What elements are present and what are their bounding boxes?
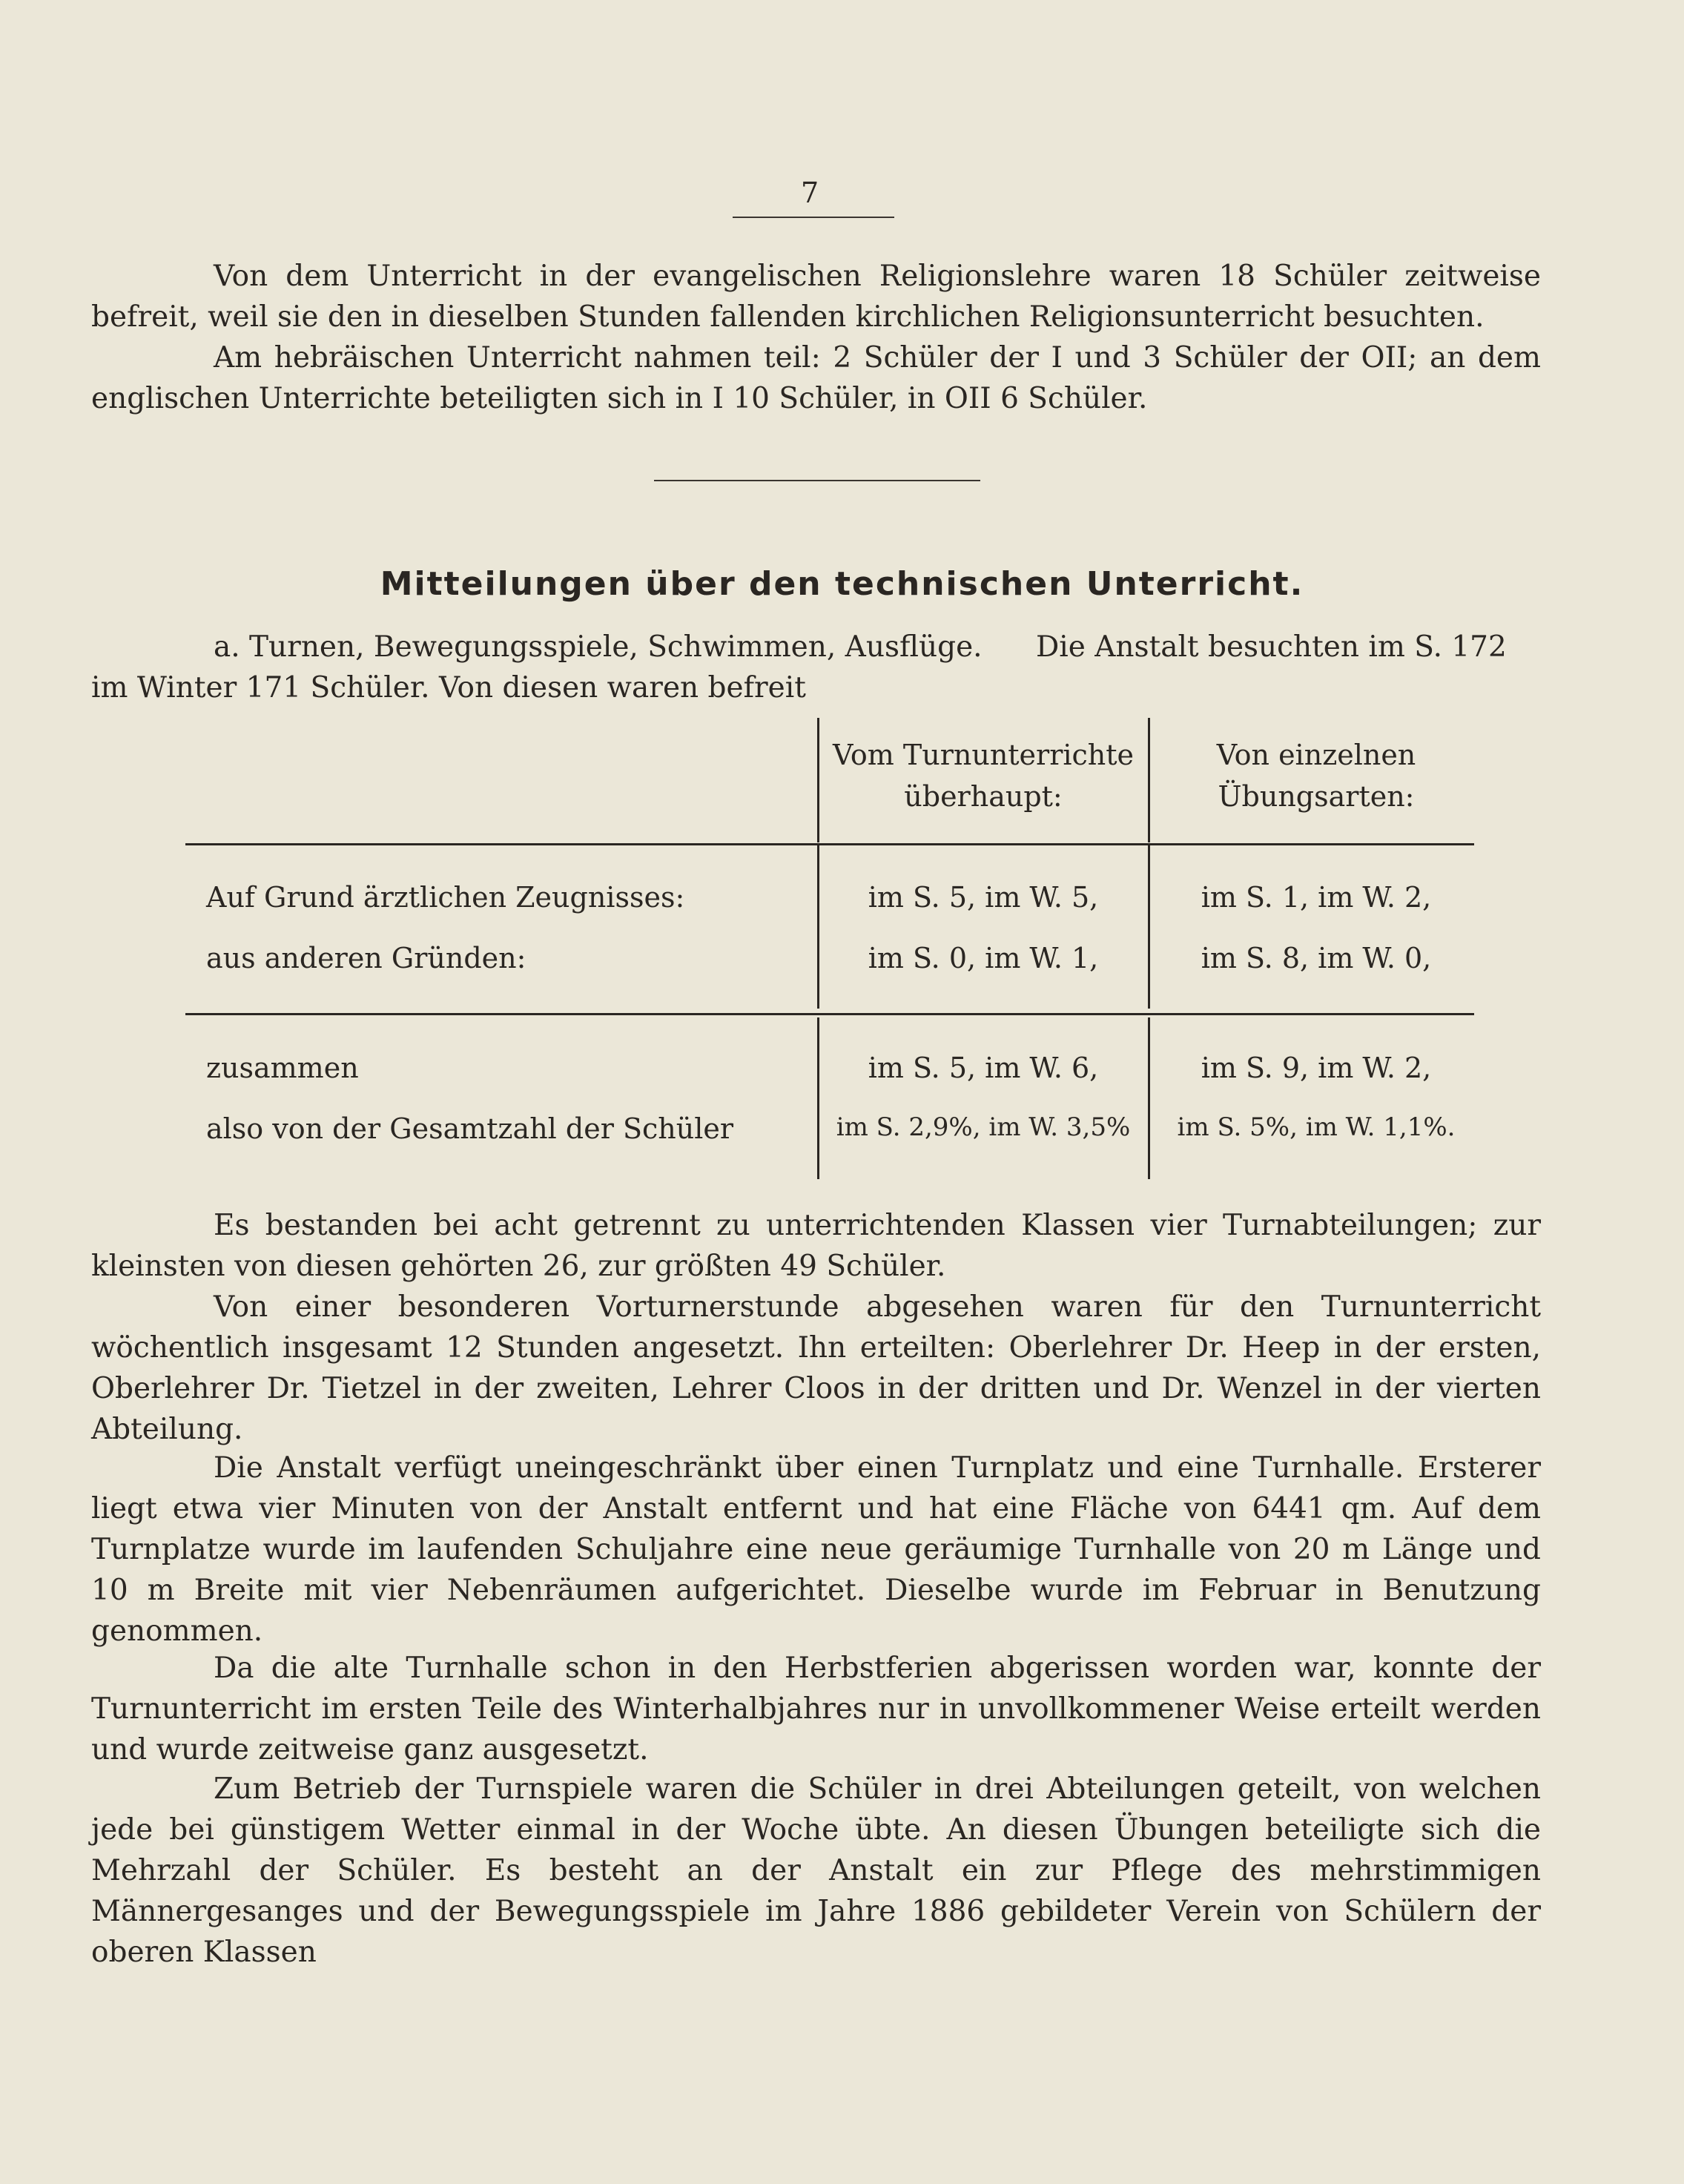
body-paragraph-1: Es bestanden bei acht getrennt zu unterrichtenden Klassen vier Turnabteilungen; zur kleinsten von diesen gehörten 26, zur größten 49 Schüler. xyxy=(91,1209,1541,1283)
percent-row-col2: im S. 5%, im W. 1,1%. xyxy=(1177,1112,1456,1142)
section-heading: Mitteilungen über den technischen Unterricht. xyxy=(380,565,1304,603)
row-2-col1: im S. 0, im W. 1, xyxy=(868,942,1099,974)
body-paragraph-3: Die Anstalt verfügt uneingeschränkt über einen Turnplatz und eine Turnhalle. Ersterer liegt etwa vier Minuten von der Anstalt entfernt und hat eine Fläche von 6441 qm. Auf dem Turnplatze wurde im laufenden Schuljahre eine neue geräumige Turnhalle von 20 m Länge und 10 m Breite mit vier Nebenräumen aufgerichtet. Dieselbe wurde im Februar in Benutzung genommen. xyxy=(91,1451,1541,1648)
row-2-col2: im S. 8, im W. 0, xyxy=(1201,942,1432,974)
table-totals-rule xyxy=(185,1013,1474,1015)
row-1-col1: im S. 5, im W. 5, xyxy=(868,881,1099,914)
section-divider xyxy=(654,480,980,481)
row-1-label: Auf Grund ärztlichen Zeugnisses: xyxy=(206,881,685,914)
row-1-col2: im S. 1, im W. 2, xyxy=(1201,881,1432,914)
table-header-rule xyxy=(185,843,1474,845)
percent-row-label: also von der Gesamtzahl der Schüler xyxy=(206,1112,734,1145)
total-row-col2: im S. 9, im W. 2, xyxy=(1201,1052,1432,1084)
page-number: 7 xyxy=(801,176,819,209)
section-a-line2: im Winter 171 Schüler. Von diesen waren befreit xyxy=(91,671,806,705)
header-col1-line1: Vom Turnunterrichte xyxy=(832,739,1135,771)
intro-paragraph-2: Am hebräischen Unterricht nahmen teil: 2 Schüler der I und 3 Schüler der OII; an dem englischen Unterrichte beteiligten sich in I 10 Schüler, in OII 6 Schüler. xyxy=(91,341,1541,415)
header-col1-line2: überhaupt: xyxy=(904,780,1063,813)
row-2-label: aus anderen Gründen: xyxy=(206,942,526,974)
percent-row-col1: im S. 2,9%, im W. 3,5% xyxy=(836,1112,1131,1142)
table-vline-2-totals xyxy=(1148,1017,1150,1179)
page-number-rule xyxy=(733,217,894,218)
body-paragraph-4: Da die alte Turnhalle schon in den Herbstferien abgerissen worden war, konnte der Turnunterricht im ersten Teile des Winterhalbjahres nur in unvollkommener Weise erteilt werden und wurde zeitweise ganz ausgesetzt. xyxy=(91,1652,1541,1766)
table-vline-2-header xyxy=(1148,718,1150,842)
total-row-col1: im S. 5, im W. 6, xyxy=(868,1052,1099,1084)
body-paragraph-2: Von einer besonderen Vorturnerstunde abgesehen waren für den Turnunterricht wöchentlich insgesamt 12 Stunden angesetzt. Ihn erteilten: Oberlehrer Dr. Heep in der ersten, Oberlehrer Dr. Tietzel in der zweiten, Lehrer Cloos in der dritten und Dr. Wenzel in der vierten Abteilung. xyxy=(91,1290,1541,1446)
header-col2-line1: Von einzelnen xyxy=(1216,739,1416,771)
table-vline-1-totals xyxy=(817,1017,819,1179)
table-vline-2-body xyxy=(1148,845,1150,1009)
intro-paragraph-1: Von dem Unterricht in der evangelischen Religionslehre waren 18 Schüler zeitweise befreit, weil sie den in dieselben Stunden fallenden kirchlichen Religionsunterricht besuchten. xyxy=(91,260,1541,334)
section-a-line1-right: Die Anstalt besuchten im S. 172 xyxy=(1036,630,1507,664)
table-vline-1-body xyxy=(817,845,819,1009)
table-vline-1-header xyxy=(817,718,819,842)
total-row-label: zusammen xyxy=(206,1052,359,1084)
body-paragraph-5: Zum Betrieb der Turnspiele waren die Schüler in drei Abteilungen geteilt, von welchen jede bei günstigem Wetter einmal in der Woche übte. An diesen Übungen beteiligte sich die Mehrzahl der Schüler. Es besteht an der Anstalt ein zur Pflege des mehrstimmigen Männergesanges und der Bewegungsspiele im Jahre 1886 gebildeter Verein von Schülern der oberen Klassen xyxy=(91,1772,1541,1969)
section-a-line1-left: a. Turnen, Bewegungsspiele, Schwimmen, Ausflüge. xyxy=(214,630,983,664)
header-col2-line2: Übungsarten: xyxy=(1218,780,1415,813)
